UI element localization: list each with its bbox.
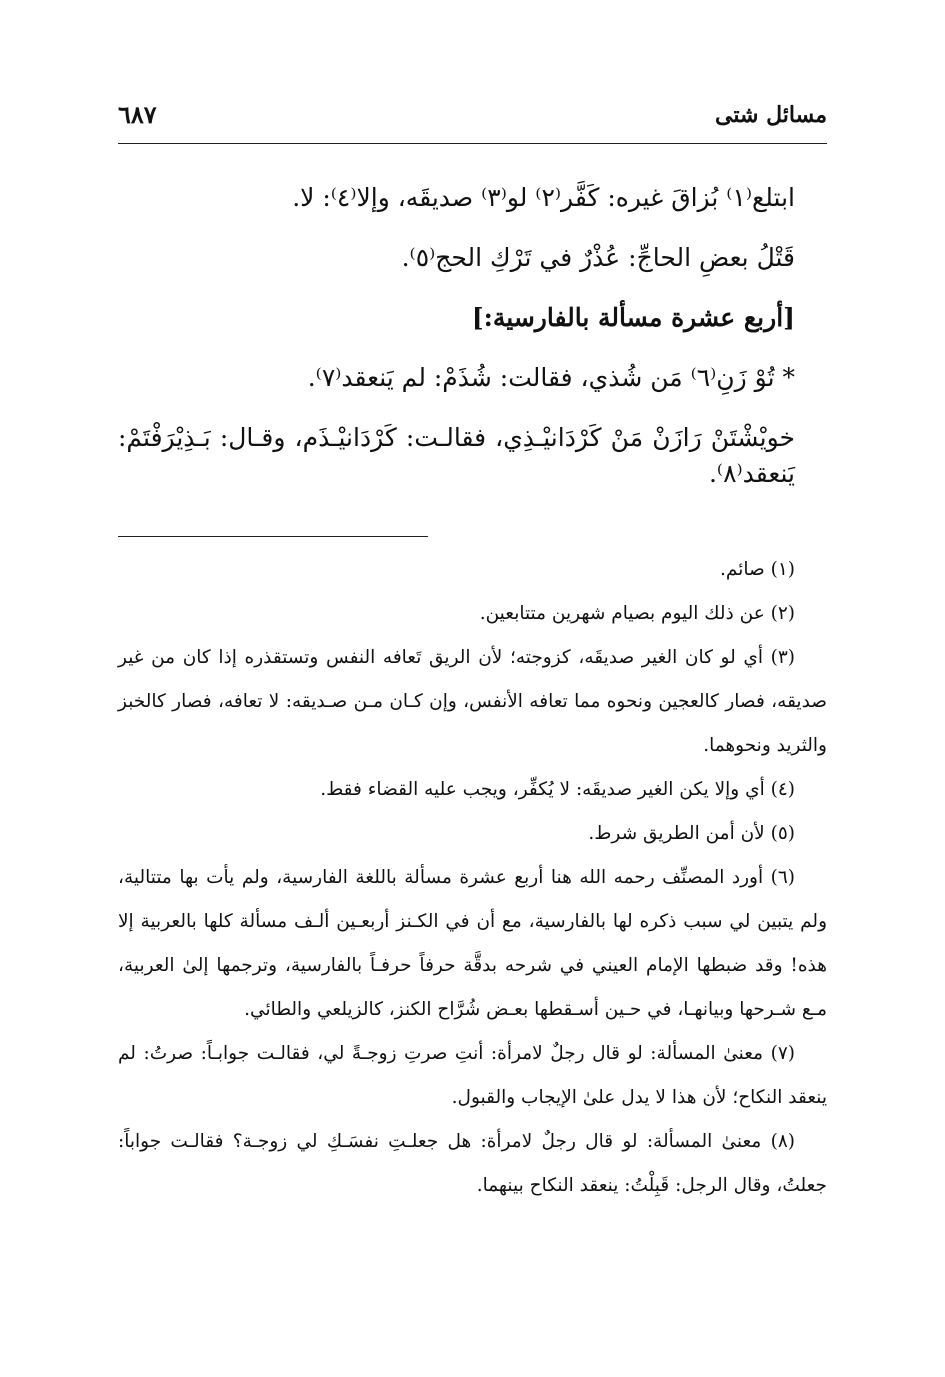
main-line: قَتْلُ بعضِ الحاجِّ: عُذْرٌ في تَرْكِ الحج⁽٥⁾. — [401, 243, 795, 272]
section-heading: [أربع عشرة مسألة بالفارسية:] — [471, 303, 795, 332]
main-text — [118, 168, 795, 494]
footnote: (٣) أي لو كان الغير صديقَه، كزوجته؛ لأن الريق تَعافه النفس وتستقذره إذا كان من غير صديقه، فصار كالعجين ونحوه مما تعافه الأنفس، وإن كـان مـن صـديقه: لا تعافه، فصار كالخبز والثريد ونحوهما. — [118, 647, 827, 756]
footnote: (٥) لأن أمن الطريق شرط. — [588, 823, 795, 844]
page-header — [118, 96, 827, 138]
footnote: (٨) معنىٰ المسألة: لو قال رجلٌ لامرأة: هل جعلـتِ نفسَـكِ لي زوجـة؟ فقالـت جواباً: جعلتُ، وقال الرجل: قَبِلْتُ: ينعقد النكاح بينهما. — [118, 1131, 827, 1196]
footnote: (٤) أي وإلا يكن الغير صديقَه: لا يُكفِّر، ويجب عليه القضاء فقط. — [320, 779, 795, 800]
main-line: * تُوْ زَنِ⁽٦⁾ مَن شُذي، فقالت: شُذَمْ: لم يَنعقد⁽٧⁾. — [307, 363, 795, 392]
footnote: (٧) معنىٰ المسألة: لو قال رجلٌ لامرأة: أنتِ صرتِ زوجـةً لي، فقالـت جوابـاً: صرتُ: لم ينعقد النكاح؛ لأن هذا لا يدل علىٰ الإيجاب والقبول. — [118, 1043, 827, 1108]
footnote: (٦) أورد المصنِّف رحمه الله هنا أربع عشرة مسألة باللغة الفارسية، ولم يأت بها متتالية، ولم يتبين لي سبب ذكره لها بالفارسية، مع أن في الكـنز أربعـين ألـف مسألة كلها بالعربية إلا هذه! وقد ضبطها الإمام العيني في شرحه بدقَّة حرفاً حرفـاً بالفارسية، وترجمها إلىٰ العربية، مـع شـرحها وبيانهـا، في حـين أسـقطها بعـض شُرَّاح الكنز، كالزيلعي والطائي. — [118, 867, 827, 1020]
footnotes — [118, 548, 827, 1208]
footnote: (٢) عن ذلك اليوم بصيام شهرين متتابعين. — [479, 603, 795, 624]
main-line: ابتلع⁽١⁾ بُزاقَ غيره: كَفَّر⁽٢⁾ لو⁽٣⁾ صديقَه، وإلا⁽٤⁾: لا. — [292, 183, 795, 212]
page-number: ٦٨٧ — [118, 100, 157, 129]
main-line: يَنعقد⁽٨⁾. — [708, 459, 795, 488]
header-rule — [118, 143, 827, 144]
footnote: (١) صائم. — [720, 559, 795, 580]
footnote-separator — [118, 536, 428, 537]
main-line: خويْشْتَنْ رَازَنْ مَنْ كَرْدَانيْـذِي، فقالـت: كَرْدَانيْـذَم، وقـال: بَـذِيْرَفْتَمْ: — [118, 423, 795, 452]
running-head: مسائل شتى — [715, 102, 827, 128]
